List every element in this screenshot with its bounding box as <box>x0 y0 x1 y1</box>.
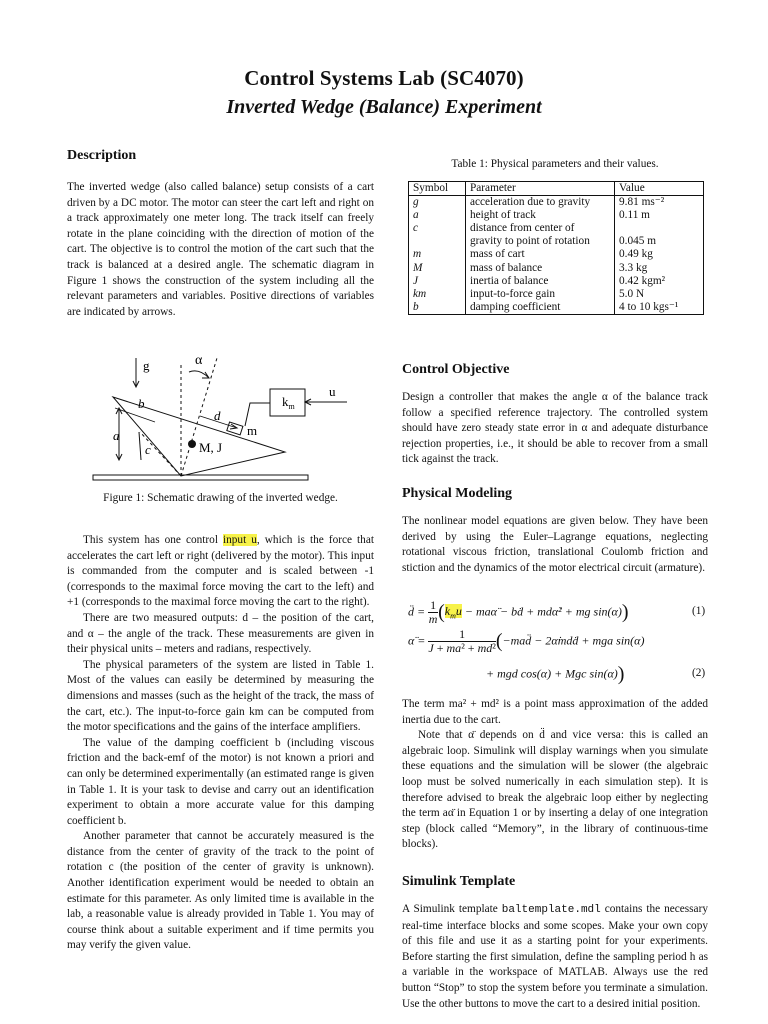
table-cell: km <box>409 288 466 301</box>
alpha-dashed-line <box>181 358 217 476</box>
paragraph-center-gravity: Another parameter that cannot be accurately measured is the distance from the center of gravity of the track to the point of rotation c (the position of the center of gravity is unknown). Another identification experiment would be needed to obtain an estimate for this parameter. As only limited time is available in the lab, a reasonable value is already provided in Table 1. You may of course think about a suitable experiment and if time permits you may verify the given value. <box>67 830 374 952</box>
physical-modeling-section <box>402 486 708 576</box>
equation-2-cont: + mgd cos(α) + Mgc sin(α)) <box>486 663 625 685</box>
paper-subtitle: Inverted Wedge (Balance) Experiment <box>226 96 542 118</box>
table-row <box>409 248 704 261</box>
table-row <box>409 209 704 222</box>
label-c: c <box>145 442 151 457</box>
modeling-notes <box>402 697 708 853</box>
physical-modeling-text: The nonlinear model equations are given below. They have been derived by using the Euler–Lagrange equations, neglecting rotational viscous friction, translational Coulomb friction and stiction and the dynamics of the motor electrical circuit (armature). <box>402 515 708 574</box>
label-m: m <box>247 423 258 438</box>
physical-modeling-heading: Physical Modeling <box>402 486 513 501</box>
table-cell: 0.42 kgm² <box>619 274 666 287</box>
table-cell: height of track <box>466 209 615 222</box>
table-cell: M <box>409 262 466 275</box>
table-cell: input-to-force gain <box>466 288 615 301</box>
table-row <box>409 235 704 248</box>
table-header: Parameter <box>466 182 615 196</box>
table-cell: 4 to 10 kgs⁻¹ <box>619 300 679 313</box>
equation-1: d̈ = $\frac{1}{m}$ ($k_mu$ − maα̈ − bḋ + mdα̇² + mg sin(α)) <box>408 598 629 626</box>
paragraph-damping: The value of the damping coefficient b (including viscous friction and the back-emf of the motor) is not known a priori and can only be determined experimentally (an estimated range is given in Table 1. It is your task to devise and carry out an identification experiment to obtain a more accurate value for this damping coefficient b. <box>67 736 374 827</box>
table-header-row <box>409 182 704 196</box>
equation-2: α̈ = $\frac{1}{\text{J + ma² + md²}}$ (−mad̈ − 2α̇mdḋ + mga sin(α) <box>408 627 645 655</box>
table-cell: g <box>409 196 466 210</box>
label-b: b <box>138 396 145 411</box>
simulink-heading: Simulink Template <box>402 874 516 889</box>
table-cell <box>615 222 704 235</box>
label-km: $k_m$ <box>282 394 295 411</box>
table-cell <box>409 235 466 248</box>
paragraph-point-mass: The term ma² + md² is a point mass approximation of the added inertia due to the cart. <box>402 698 708 726</box>
center-of-mass-dot <box>188 440 196 448</box>
description-text: The inverted wedge (also called balance) setup consists of a cart driven by a DC motor. The motor can steer the cart left and right on a track approximately one meter long. The track itself can freely rotate in the plane coinciding with the direction of motion of the cart. The objective is to control the motion of the cart such that the track is balanced at a desired angle. The schematic diagram in Figure 1 shows the construction of the system including all the relevant parameters and variables. Positive directions of variables are indicated by arrows. <box>67 181 374 318</box>
control-objective-section <box>402 362 708 468</box>
simulink-text: A Simulink template baltemplate.mdl contains the necessary real-time interface blocks and some scopes. Make your own copy of this file and use it as a starting point for your experiments. Before starting the first simulation, define the sampling period h as a variable in the workspace of MATLAB. Always use the red button “Stop” to stop the system before you terminate a simulation. Use the other buttons to move the cart to a desired initial position. <box>402 903 708 1010</box>
table-row <box>409 288 704 301</box>
description-section <box>67 148 374 320</box>
ground-base <box>93 475 308 480</box>
body-left <box>67 533 374 954</box>
table-cell: distance from center of <box>466 222 615 235</box>
template-filename: baltemplate.mdl <box>501 904 601 916</box>
table-cell: m <box>409 248 466 261</box>
table-cell: a <box>409 209 466 222</box>
parameters-table <box>408 181 704 315</box>
table-cell: b <box>409 301 466 315</box>
figure-caption: Figure 1: Schematic drawing of the inverted wedge. <box>103 492 338 504</box>
table-cell: 3.3 kg <box>619 261 648 274</box>
equation-1-number: (1) <box>692 605 706 617</box>
paragraph-outputs: There are two measured outputs: d – the position of the cart, and α – the angle of the track. These measurements are given in their physical units – meters and radians, respectively. <box>67 611 374 656</box>
paragraph-input: This system has one control input u, which is the force that accelerates the cart left or right (delivered by the motor). This input is commanded from the computer and is scaled between -1 (corresponds to the maximal force moving the cart to the left) and +1 (corresponds to the maximal force moving the cart to the right). <box>67 534 374 609</box>
description-heading: Description <box>67 148 137 163</box>
table-row <box>409 301 704 315</box>
table-row <box>409 196 704 210</box>
paper-title: Control Systems Lab (SC4070) <box>244 66 524 90</box>
table-cell: J <box>409 275 466 288</box>
table-header: Value <box>615 182 704 196</box>
paragraph-parameters: The physical parameters of the system are listed in Table 1. Most of the values can easily be determined by measuring the dimensions and masses (such as the height of the track, the mass of the cart, etc.). The input-to-force gain km can be computed from the motor specifications and the gains of the interface amplifiers. <box>67 658 374 734</box>
label-mj: M, J <box>199 440 223 455</box>
label-g: g <box>143 358 150 373</box>
table-cell: 0.11 m <box>619 209 650 222</box>
table-cell: 9.81 ms⁻² <box>619 196 665 209</box>
highlight-input: input u <box>223 534 257 546</box>
equation-2-number: (2) <box>692 667 706 679</box>
table-cell: 5.0 N <box>619 287 645 300</box>
table-caption: Table 1: Physical parameters and their values. <box>451 158 659 170</box>
control-objective-text: Design a controller that makes the angle α of the balance track follow a specified reference trajectory. The controlled system should have zero steady state error in α and adequate disturbance rejection properties, i.e., it should be able to recover from a small tick against the track. <box>402 391 708 466</box>
table-cell: 0.49 kg <box>619 248 653 261</box>
inverted-wedge-figure <box>85 348 375 488</box>
table-cell: mass of cart <box>466 248 615 261</box>
label-a: a <box>113 428 120 443</box>
control-objective-heading: Control Objective <box>402 362 510 377</box>
table-cell: gravity to point of rotation <box>466 235 615 248</box>
table-cell: acceleration due to gravity <box>466 196 615 210</box>
label-u: u <box>329 384 336 399</box>
table-row <box>409 275 704 288</box>
table-cell: inertia of balance <box>466 275 615 288</box>
label-d: d <box>214 408 221 423</box>
paragraph-algebraic-loop: Note that α̈ depends on d̈ and vice versa: this is called an algebraic loop. Simulink will display warnings when you simulate these equations and the simulation will be slower (the algebraic loop must be solved numerically in each simulation step). It is therefore advised to break the algebraic loop either by neglecting the term aα̈ in Equation 1 or by inserting a delay of one integration step (block called “Memory”, in the library of continuous-time blocks). <box>402 729 708 851</box>
table-row <box>409 222 704 235</box>
table-header: Symbol <box>409 182 466 196</box>
table-cell: mass of balance <box>466 262 615 275</box>
table-cell: c <box>409 222 466 235</box>
table-row <box>409 262 704 275</box>
label-alpha: α <box>195 353 203 368</box>
table-cell: damping coefficient <box>466 301 615 315</box>
table-cell: 0.045 m <box>619 235 657 248</box>
simulink-section <box>402 874 708 1012</box>
